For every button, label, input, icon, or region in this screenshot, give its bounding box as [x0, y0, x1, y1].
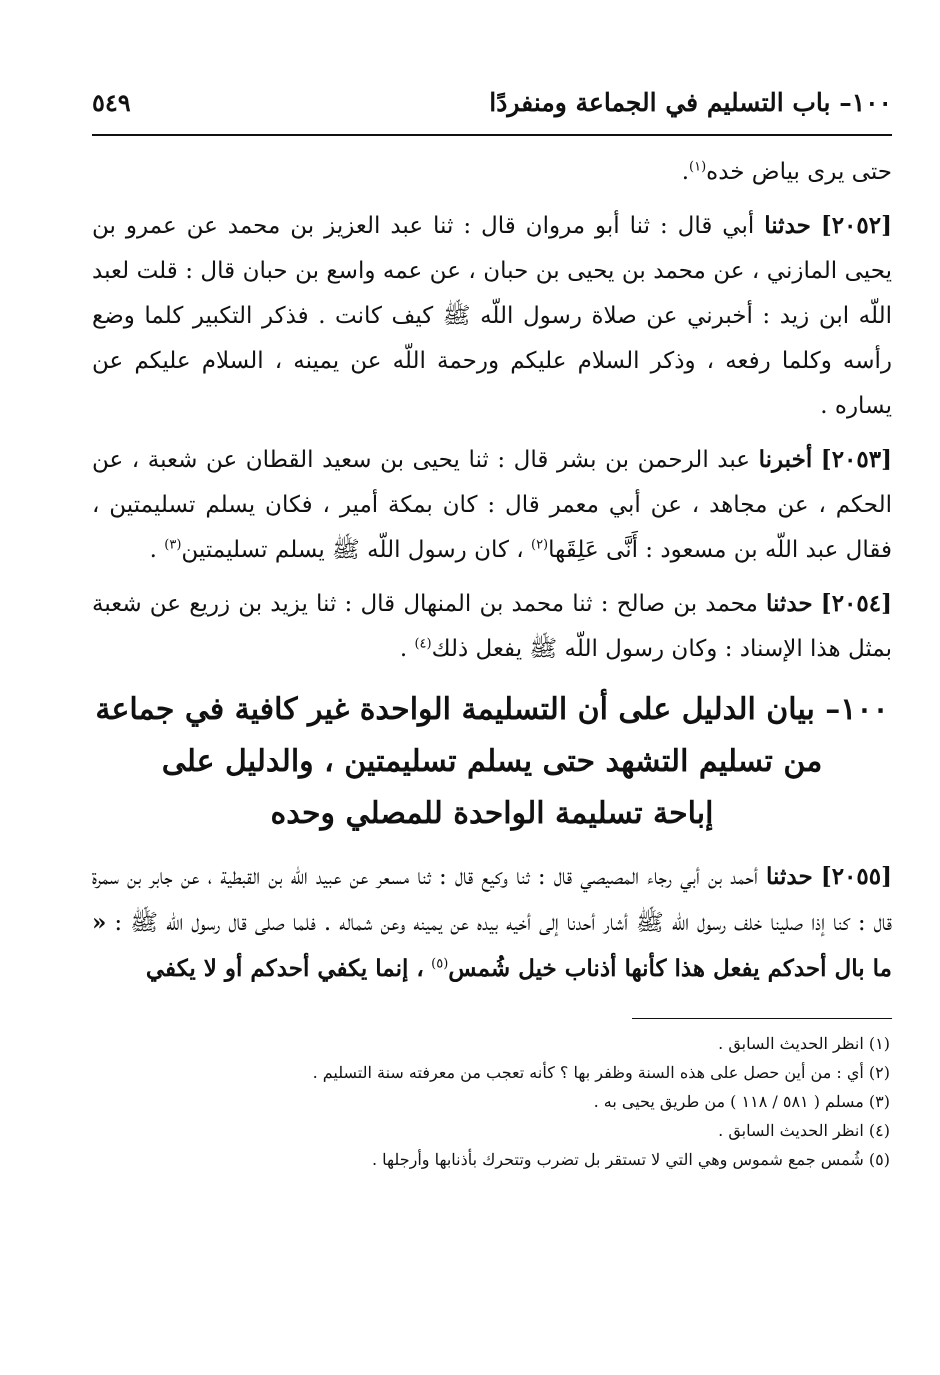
- hadith-paragraph: [92, 581, 892, 672]
- hadith-text-tail: ، كان رسول اللّه ﷺ يسلم تسليمتين: [181, 537, 524, 563]
- hadith-number: [٢٠٥٤]: [820, 590, 892, 617]
- paragraph-continuation: [92, 150, 892, 195]
- footnote-ref: (١): [689, 159, 707, 175]
- footnote-ref: (٥): [431, 956, 449, 972]
- prophetic-quote-continued: ، إنما يكفي أحدكم أو لا يكفي: [145, 955, 424, 982]
- narration-verb: حدثنا: [764, 212, 811, 239]
- hadith-text: أحمد بن أبي رجاء المصيصي قال : ثنا وكيع قال : ثنا مسعر عن عبيد اللّه بن القبطية ، عن جابر بن سمرة قال : كنا إذا صلينا خلف رسول اللّه ﷺ أشار أحدنا إلى أخيه بيده عن يمينه وعن شماله . فلما صلى قال رسول اللّه ﷺ :: [92, 864, 892, 936]
- paragraph-tail: .: [681, 159, 689, 185]
- footnote: (٣) مسلم ( ٥٨١ / ١١٨ ) من طريق يحيى به .: [593, 1092, 890, 1111]
- narration-verb: حدثنا: [766, 863, 813, 890]
- chapter-heading-line: إباحة تسليمة الواحدة للمصلي وحده: [270, 796, 714, 831]
- prophetic-quote: « ما بال أحدكم يفعل هذا كأنها أذناب خيل شُمس: [92, 909, 892, 982]
- main-text: [92, 150, 892, 992]
- footnote-divider: [632, 1018, 892, 1019]
- chapter-heading-line: ١٠٠– بيان الدليل على أن التسليمة الواحدة غير كافية في جماعة: [95, 692, 889, 727]
- hadith-text: عبد الرحمن بن بشر قال : ثنا يحيى بن سعيد القطان عن شعبة ، عن الحكم ، عن مجاهد ، عن أبي معمر قال : كان بمكة أمير ، فكان يسلم تسليمتين ، فقال عبد اللّه بن مسعود : أَنَّى عَلِقَها: [92, 447, 892, 563]
- hadith-paragraph: [92, 203, 892, 429]
- narration-verb: أخبرنا: [758, 446, 813, 473]
- narration-verb: حدثنا: [765, 590, 813, 617]
- chapter-heading: [92, 684, 892, 840]
- running-header: [92, 88, 892, 136]
- footnote: (١) انظر الحديث السابق .: [718, 1034, 890, 1053]
- chapter-heading-line: من تسليم التشهد حتى يسلم تسليمتين ، والدليل على: [161, 744, 823, 779]
- page-number: ٥٤٩: [92, 88, 131, 117]
- footnote: (٢) أي : من أين حصل على هذه السنة وظفر بها ؟ كأنه تعجب من معرفته سنة التسليم .: [312, 1063, 890, 1082]
- chapter-running-title: ١٠٠– باب التسليم في الجماعة ومنفردًا: [489, 88, 892, 117]
- hadith-number: [٢٠٥٥]: [820, 863, 893, 890]
- footnote: (٤) انظر الحديث السابق .: [718, 1121, 890, 1140]
- hadith-paragraph: [92, 854, 892, 992]
- hadith-text-end: .: [399, 636, 408, 662]
- paragraph-text: حتى يرى بياض خده: [706, 159, 892, 185]
- footnote: (٥) شُمس جمع شموس وهي التي لا تستقر بل تضرب وتتحرك بأذنابها وأرجلها .: [372, 1150, 890, 1169]
- hadith-paragraph: [92, 437, 892, 573]
- footnote-ref: (٣): [164, 537, 182, 553]
- footnotes: [92, 1018, 892, 1174]
- hadith-number: [٢٠٥٢]: [820, 212, 893, 239]
- footnote-ref: (٤): [414, 636, 432, 652]
- hadith-text: محمد بن صالح : ثنا محمد بن المنهال قال : ثنا يزيد بن زريع عن شعبة بمثل هذا الإسناد : وكان رسول اللّه ﷺ يفعل ذلك: [92, 591, 892, 662]
- hadith-number: [٢٠٥٣]: [820, 446, 892, 473]
- hadith-text-end: .: [149, 537, 157, 563]
- footnote-ref: (٢): [530, 537, 549, 553]
- hadith-text: أبي قال : ثنا أبو مروان قال : ثنا عبد العزيز بن محمد عن عمرو بن يحيى المازني ، عن محمد بن يحيى بن حبان ، عن عمه واسع بن حبان قال : قلت لعبد اللّه ابن زيد : أخبرني عن صلاة رسول اللّه ﷺ كيف كانت . فذكر التكبير كلما وضع رأسه وكلما رفعه ، وذكر السلام عليكم ورحمة اللّه عن يمينه ، السلام عليكم عن يساره .: [92, 213, 892, 419]
